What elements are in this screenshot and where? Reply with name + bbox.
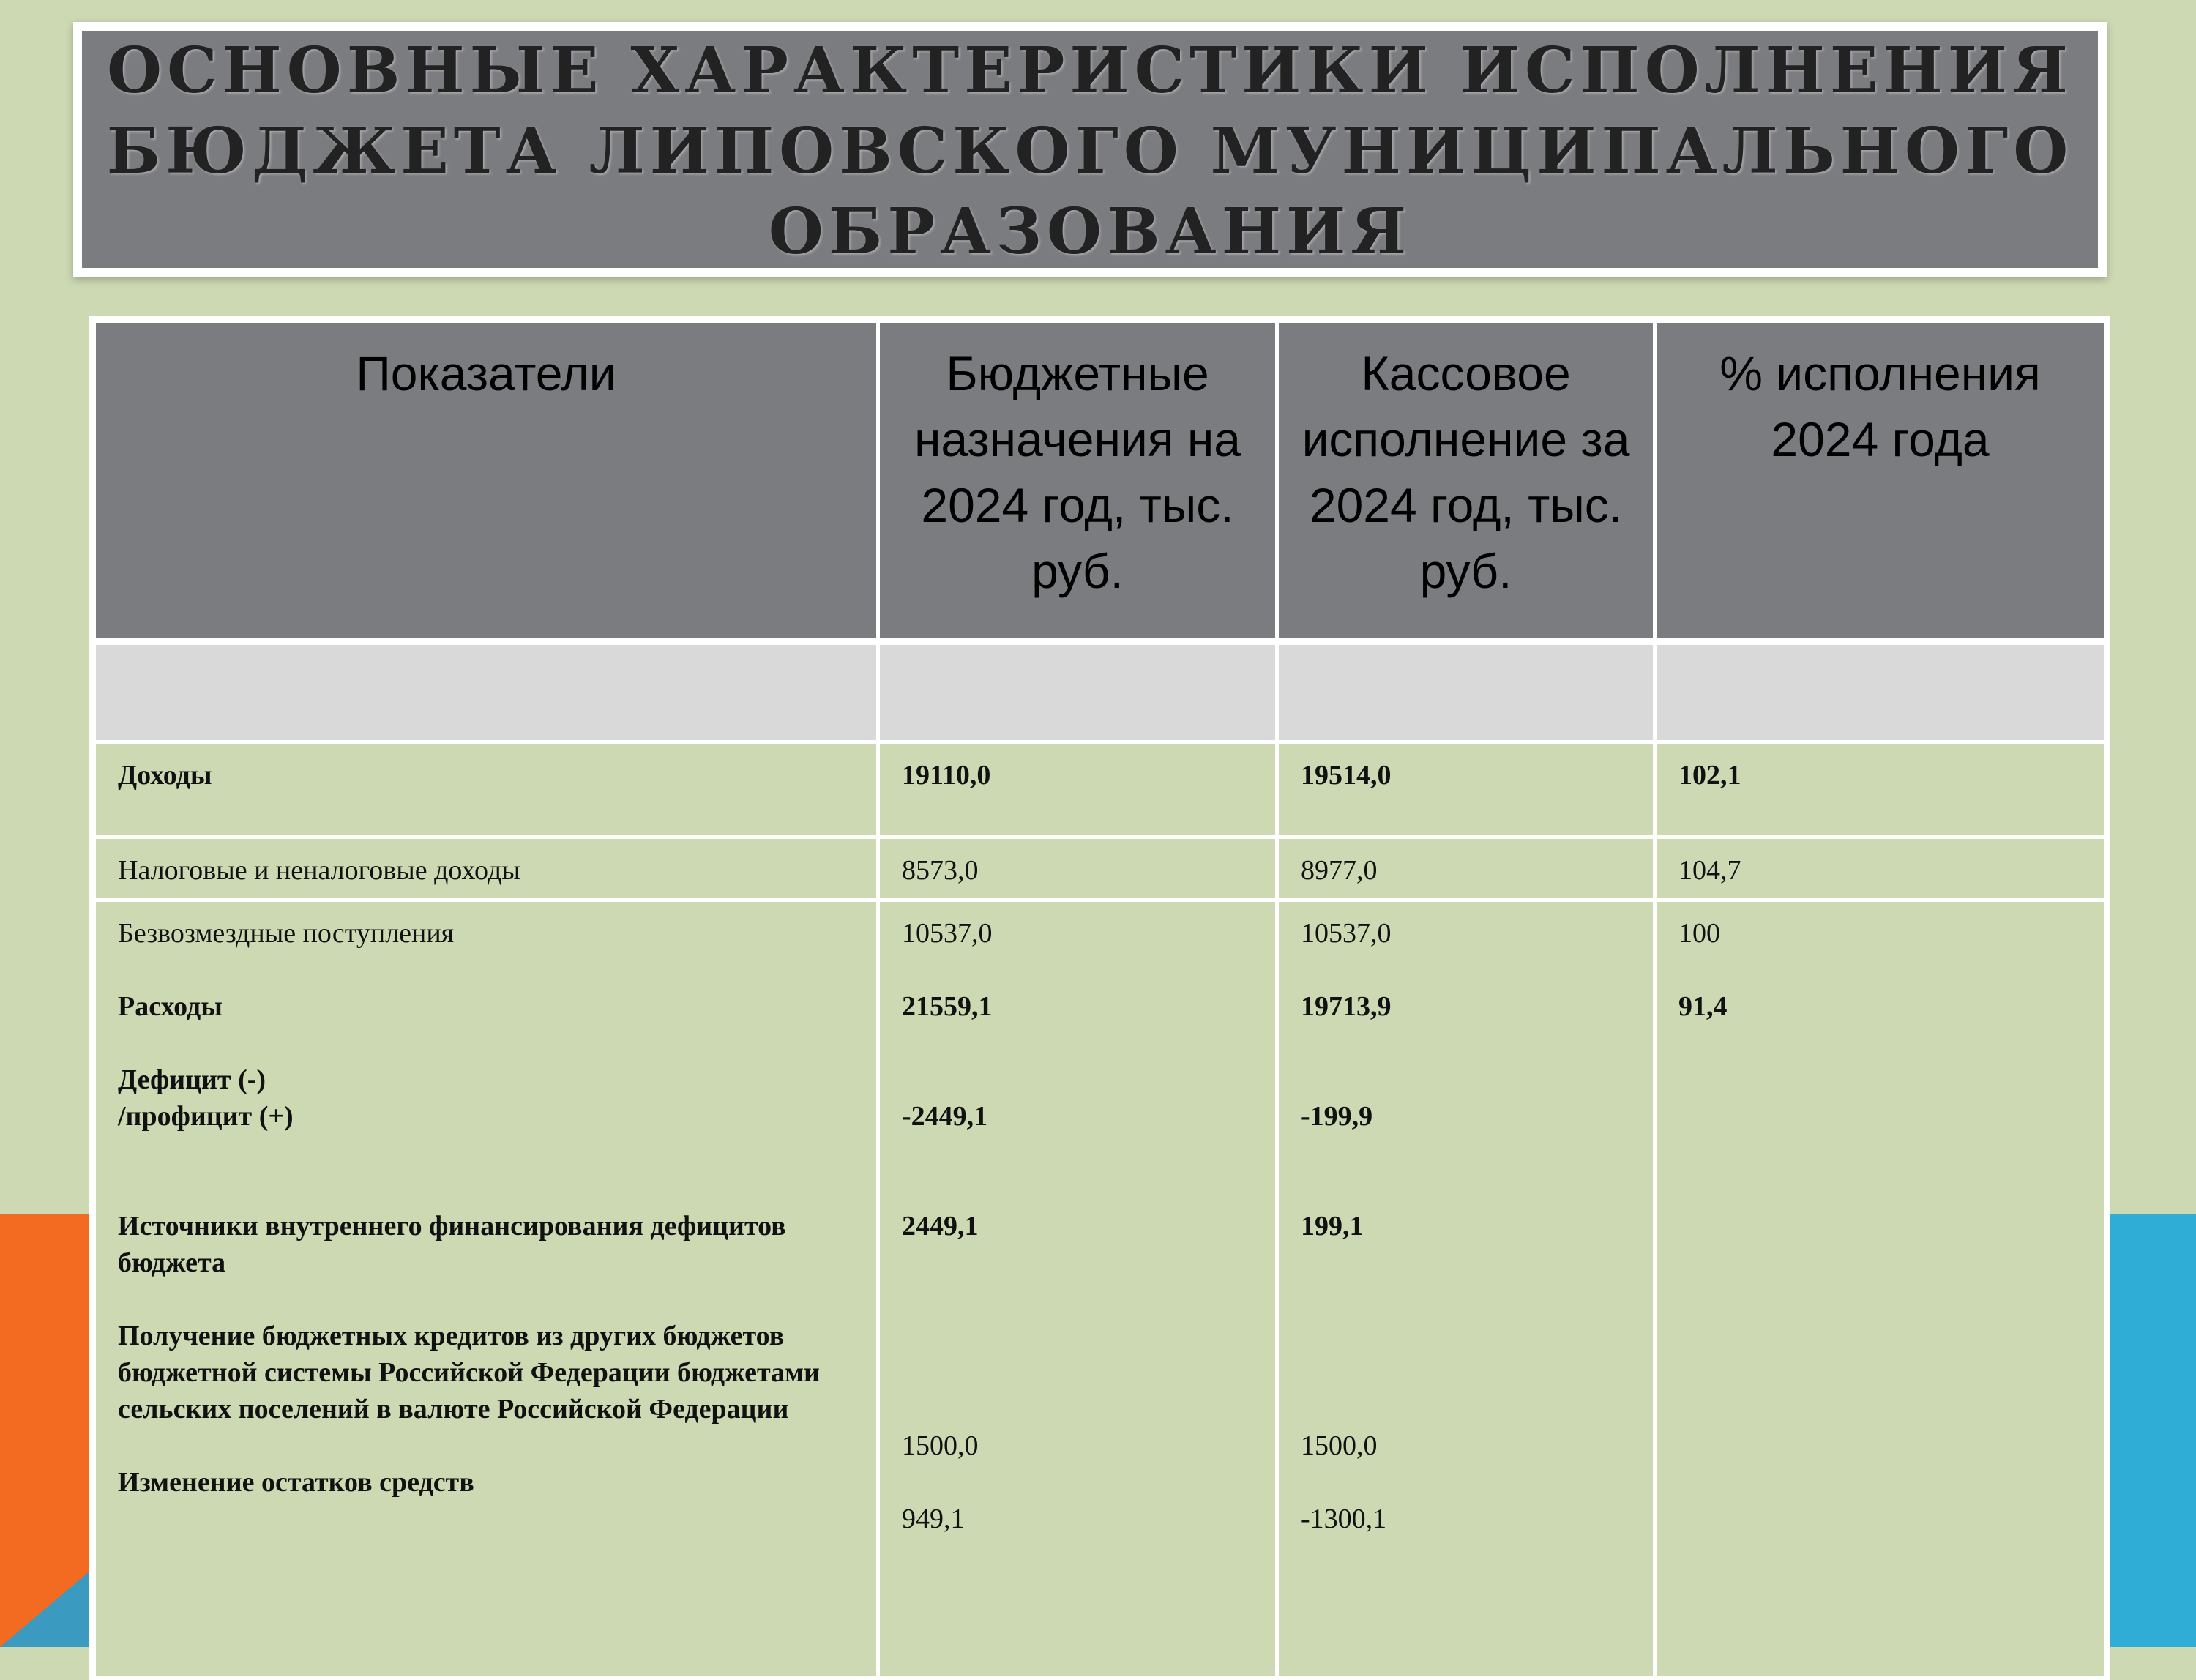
title-frame — [73, 22, 2107, 277]
planned-balance-change: 949,1 — [902, 1504, 965, 1534]
actual-balance-change: -1300,1 — [1301, 1504, 1387, 1534]
label-gratuitous: Безвозмездные поступления — [118, 918, 455, 949]
row-percent: 102,1 — [1655, 742, 2106, 837]
slide-title: ОСНОВНЫЕ ХАРАКТЕРИСТИКИ ИСПОЛНЕНИЯ БЮДЖЕТА ЛИПОВСКОГО МУНИЦИПАЛЬНОГО ОБРАЗОВАНИЯ — [106, 34, 2074, 269]
actual-gratuitous: 10537,0 — [1301, 918, 1392, 949]
label-balance-change: Изменение остатков средств — [118, 1467, 474, 1498]
table-row-income — [94, 742, 2106, 837]
spacer-cell — [1277, 641, 1655, 742]
title-box — [82, 31, 2098, 268]
table-row-main — [94, 900, 2106, 1679]
header-cash-execution: Кассовое исполнение за 2024 год, тыс. руб. — [1277, 321, 1655, 642]
right-blue-decoration — [2101, 1214, 2196, 1647]
row-planned: 8573,0 — [878, 837, 1277, 900]
spacer-cell — [1655, 641, 2106, 742]
planned-deficit: -2449,1 — [902, 1101, 988, 1132]
budget-table — [92, 319, 2107, 1680]
planned-budget-credits: 1500,0 — [902, 1430, 979, 1461]
main-planned-cell — [878, 900, 1277, 1679]
row-planned: 19110,0 — [878, 742, 1277, 837]
left-corner-decoration — [0, 1567, 95, 1647]
percent-gratuitous: 100 — [1678, 918, 1720, 949]
actual-financing-sources: 199,1 — [1301, 1211, 1364, 1242]
planned-gratuitous: 10537,0 — [902, 918, 993, 949]
label-expenses: Расходы — [118, 991, 223, 1022]
row-actual: 19514,0 — [1277, 742, 1655, 837]
planned-expenses: 21559,1 — [902, 991, 993, 1022]
actual-budget-credits: 1500,0 — [1301, 1430, 1378, 1461]
main-label-cell — [94, 900, 878, 1679]
header-indicators: Показатели — [94, 321, 878, 642]
row-label: Доходы — [94, 742, 878, 837]
row-label: Налоговые и неналоговые доходы — [94, 837, 878, 900]
label-budget-credits: Получение бюджетных кредитов из других бюджетов бюджетной системы Российской Федерации бюджетами сельских поселений в валюте Российской Федерации — [118, 1321, 820, 1425]
header-budget-plan: Бюджетные назначения на 2024 год, тыс. руб. — [878, 321, 1277, 642]
main-percent-cell — [1655, 900, 2106, 1679]
planned-financing-sources: 2449,1 — [902, 1211, 979, 1242]
row-percent: 104,7 — [1655, 837, 2106, 900]
main-actual-cell — [1277, 900, 1655, 1679]
actual-expenses: 19713,9 — [1301, 991, 1392, 1022]
spacer-cell — [878, 641, 1277, 742]
actual-deficit: -199,9 — [1301, 1101, 1373, 1132]
percent-expenses: 91,4 — [1678, 991, 1728, 1022]
row-actual: 8977,0 — [1277, 837, 1655, 900]
header-execution-percent: % исполнения 2024 года — [1655, 321, 2106, 642]
table-header-row — [94, 321, 2106, 642]
table-spacer-row — [94, 641, 2106, 742]
label-financing-sources: Источники внутреннего финансирования дефицитов бюджета — [118, 1211, 786, 1278]
label-deficit: Дефицит (-) /профицит (+) — [118, 1064, 294, 1132]
spacer-cell — [94, 641, 878, 742]
table-row-tax-income — [94, 837, 2106, 900]
